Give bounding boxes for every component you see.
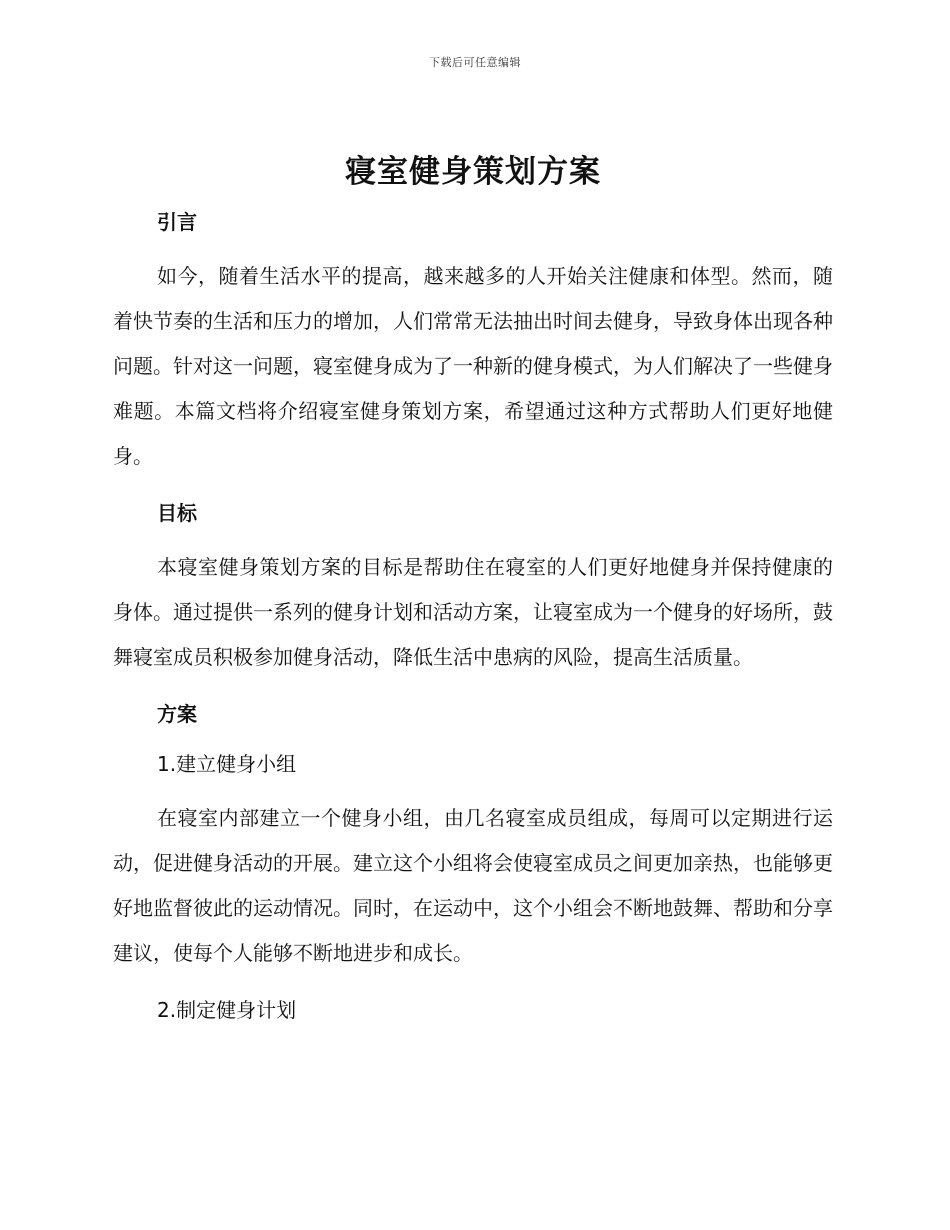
section-heading-goal: 目标 (157, 501, 197, 525)
header-note: 下载后可任意编辑 (429, 56, 521, 69)
document-content (113, 150, 833, 1028)
intro-paragraph: 如今，随着生活水平的提高，越来越多的人开始关注健康和体型。然而，随着快节奏的生活和压力的增加，人们常常无法抽出时间去健身，导致身体出现各种问题。针对这一问题，寝室健身成为了一种新的健身模式，为人们解决了一些健身难题。本篇文档将介绍寝室健身策划方案，希望通过这种方式帮助人们更好地健身。 (113, 264, 833, 468)
document-title: 寝室健身策划方案 (345, 154, 601, 190)
section-heading-plan: 方案 (157, 702, 197, 726)
plan-item-paragraph: 在寝室内部建立一个健身小组，由几名寝室成员组成，每周可以定期进行运动，促进健身活动的开展。建立这个小组将会使寝室成员之间更加亲热，也能够更好地监督彼此的运动情况。同时，在运动中，这个小组会不断地鼓舞、帮助和分享建议，使每个人能够不断地进步和成长。 (113, 806, 833, 965)
section-heading-intro: 引言 (157, 210, 197, 234)
plan-item-title: 2.制定健身计划 (157, 998, 297, 1022)
goal-paragraph: 本寝室健身策划方案的目标是帮助住在寝室的人们更好地健身并保持健康的身体。通过提供一系列的健身计划和活动方案，让寝室成为一个健身的好场所，鼓舞寝室成员积极参加健身活动，降低生活中患病的风险，提高生活质量。 (113, 555, 833, 669)
plan-item-title: 1.建立健身小组 (157, 752, 297, 776)
